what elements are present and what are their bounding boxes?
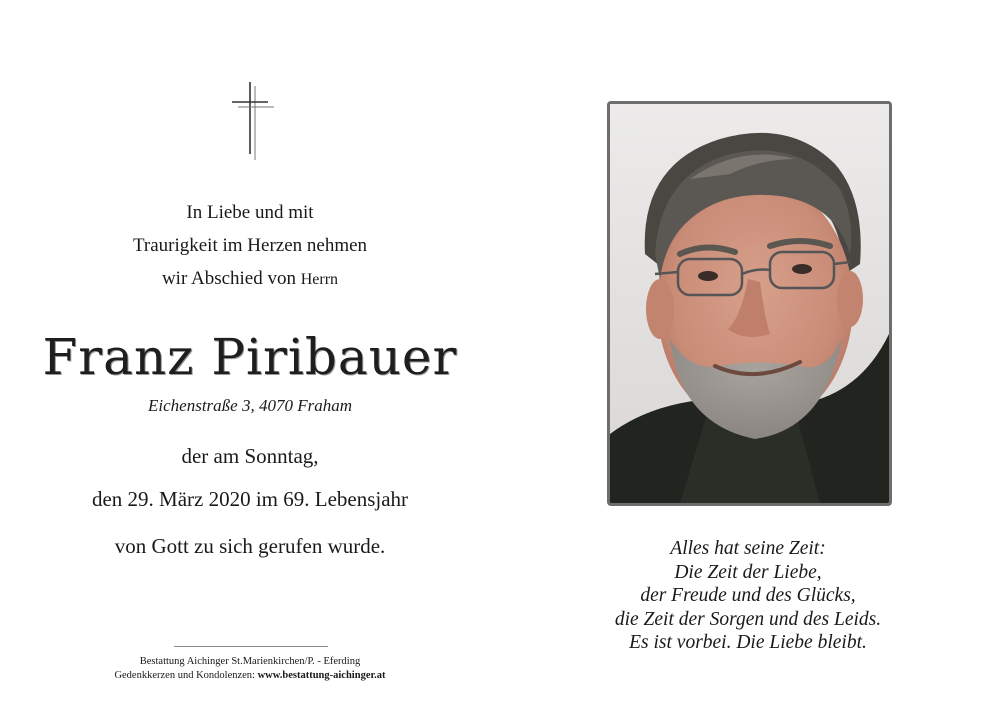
death-notice-line-1: der am Sonntag, [181,444,319,468]
portrait-photo [607,101,892,506]
deceased-address: Eichenstraße 3, 4070 Fraham [148,396,352,415]
death-notice-line-2: den 29. März 2020 im 69. Lebensjahr [91,487,409,511]
footer-undertaker: Bestattung Aichinger St.Marienkirchen/P. - Eferding [139,656,361,667]
intro-line-3 [50,268,450,290]
footer-condolence-label: Gedenkkerzen und Kondolenzen: [114,670,255,681]
intro-title: Herrn [300,271,339,288]
quote-line: die Zeit der Sorgen und des Leids. [614,608,882,630]
quote-line: Die Zeit der Liebe, [674,561,822,583]
footer-website-link[interactable]: www.bestattung-aichinger.at [257,670,386,681]
memorial-quote [578,537,918,655]
quote-line: der Freude und des Glücks, [640,585,856,606]
portrait-illustration [610,104,889,503]
footer-divider [174,646,328,647]
quote-line: Es ist vorbei. Die Liebe bleibt. [629,632,867,653]
intro-line-2: Traurigkeit im Herzen nehmen [132,235,368,256]
deceased-name: Franz Piribauer [42,328,458,386]
intro-line-3-main: wir Abschied von [161,268,296,289]
intro-line-1: In Liebe und mit [186,202,314,223]
quote-line: Alles hat seine Zeit: [670,538,826,559]
cross-icon [232,82,274,160]
footer-condolence [50,670,450,681]
death-notice-line-3: von Gott zu sich gerufen wurde. [114,534,386,558]
